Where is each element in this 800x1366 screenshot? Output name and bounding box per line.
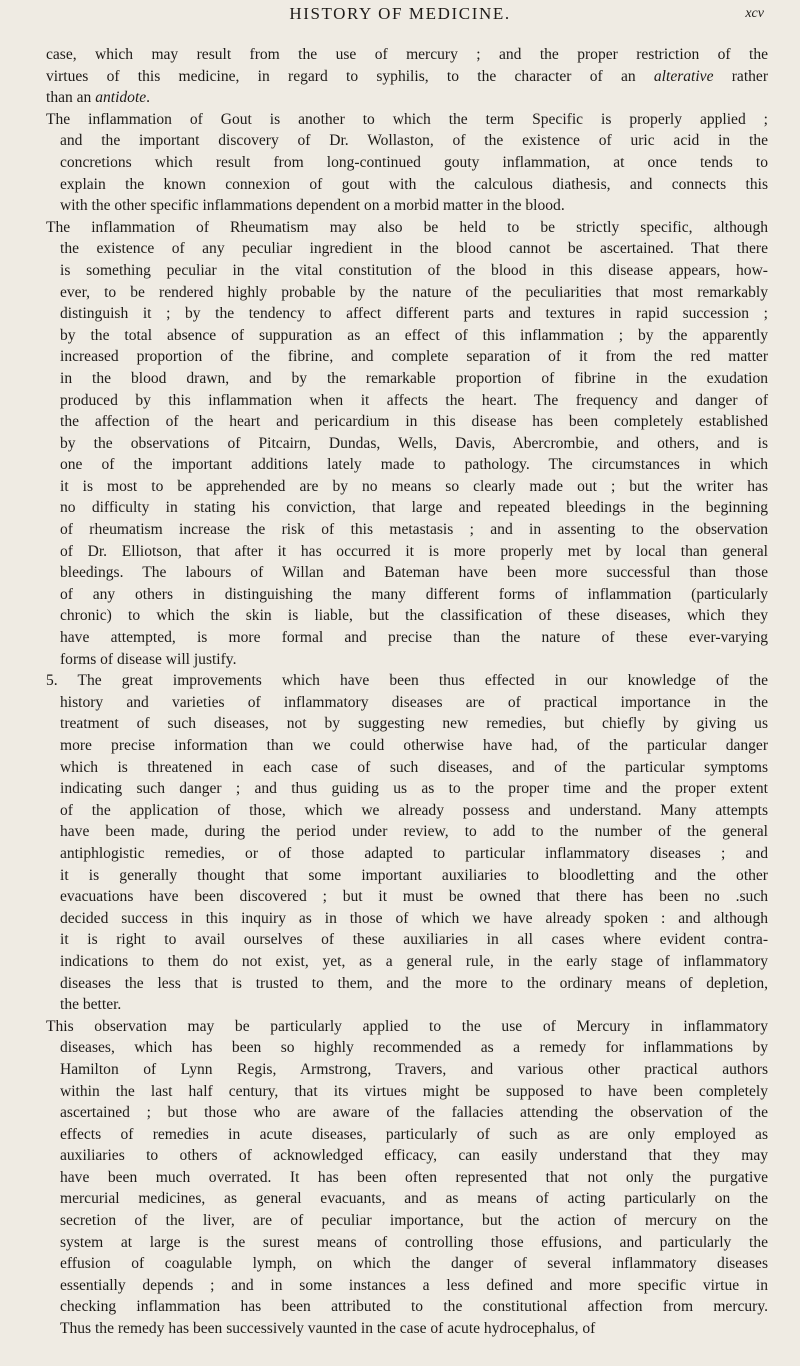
text-line: by the observations of Pitcairn, Dundas, Wells, Davis, Abercrombie, and others, and is [60, 434, 768, 452]
text-line: The inflammation of Rheumatism may also be held to be strictly specific, although [46, 218, 768, 236]
text-line: diseases the less that is trusted to them, and the more to the ordinary means of depletion, [60, 974, 768, 992]
text-line: virtues of this medicine, in regard to syphilis, to the character of an alterative rather [46, 67, 769, 85]
page-title: HISTORY OF MEDICINE. [289, 4, 511, 23]
text-line: no difficulty in stating his conviction, that large and repeated bleedings in the beginning [60, 499, 768, 517]
text-line: which is threatened in each case of such diseases, and of the particular symptoms [60, 758, 768, 776]
text-line: within the last half century, that its virtues might be supposed to have been completely [60, 1082, 768, 1100]
text-line: distinguish it ; by the tendency to affect different parts and textures in rapid succession ; [60, 305, 768, 323]
paragraph [46, 44, 768, 109]
text-line: than an antidote. [46, 89, 151, 107]
emphasized-term: alterative [653, 67, 714, 85]
text-line: explain the known connexion of gout with the calculous diathesis, and connects this [60, 175, 768, 193]
text-line: evacuations have been discovered ; but it must be owned that there has been no .such [60, 888, 768, 906]
body-text [46, 44, 768, 1340]
text-line: ascertained ; but those who are aware of the fallacies attending the observation of the [60, 1104, 768, 1122]
paragraph [46, 109, 768, 217]
text-line: with the other specific inflammations dependent on a morbid matter in the blood. [60, 197, 565, 215]
text-line: more precise information than we could otherwise have had, of the particular danger [60, 737, 768, 754]
text-line: one of the important additions lately made to pathology. The circumstances in which [60, 456, 768, 474]
text-line: checking inflammation has been attributed to the constitutional affection from mercury. [60, 1298, 768, 1316]
text-line: the better. [60, 996, 122, 1014]
paragraph [46, 1016, 768, 1340]
text-line: have been much overrated. It has been often represented that not only the purgative [60, 1168, 768, 1186]
text-line: diseases, which has been so highly recommended as a remedy for inflammations by [60, 1039, 768, 1057]
paragraph [46, 670, 768, 1016]
text-line: the existence of any peculiar ingredient in the blood cannot be ascertained. That there [60, 240, 768, 258]
text-line: have attempted, is more formal and precise than the nature of these ever-varying [60, 629, 768, 647]
text-line: mercurial medicines, as general evacuants, and as means of acting particularly on the [60, 1190, 768, 1208]
text-line: it is right to avail ourselves of these auxiliaries in all cases where evident contra- [60, 931, 768, 949]
text-line: is something peculiar in the vital constitution of the blood in this disease appears, how- [60, 261, 768, 279]
emphasized-term: antidote [95, 89, 147, 107]
text-line: This observation may be particularly applied to the use of Mercury in inflammatory [46, 1017, 768, 1035]
text-line: it is most to be apprehended are by no means so clearly made out ; but the writer has [60, 477, 768, 495]
text-line: essentially depends ; and in some instances a less defined and more specific virtue in [60, 1276, 768, 1294]
text-line: of Dr. Elliotson, that after it has occurred it is more properly met by local than general [60, 542, 768, 560]
text-line: by the total absence of suppuration as an effect of this inflammation ; by the apparently [60, 326, 768, 344]
text-line: indications to them do not exist, yet, as a general rule, in the early stage of inflammatory [60, 952, 768, 970]
paragraph [46, 217, 768, 670]
text-line: forms of disease will justify. [60, 650, 237, 668]
text-line: The inflammation of Gout is another to which the term Specific is properly applied ; [46, 110, 768, 128]
text-line: case, which may result from the use of mercury ; and the proper restriction of the [46, 46, 768, 63]
text-line: of rheumatism increase the risk of this metastasis ; and in assenting to the observation [60, 521, 768, 539]
text-line: secretion of the liver, are of peculiar importance, but the action of mercury on the [60, 1212, 768, 1230]
text-line: history and varieties of inflammatory diseases are of practical importance in the [60, 693, 768, 711]
page-number: xcv [745, 6, 764, 21]
text-line: 5. The great improvements which have been thus effected in our knowledge of the [46, 672, 768, 690]
text-line: of the application of those, which we already possess and understand. Many attempts [60, 801, 768, 819]
text-line: Hamilton of Lynn Regis, Armstrong, Travers, and various other practical authors [60, 1060, 768, 1078]
text-line: in the blood drawn, and by the remarkable proportion of fibrine in the exudation [60, 369, 768, 387]
text-line: bleedings. The labours of Willan and Bateman have been more successful than those [60, 564, 768, 582]
text-line: of any others in distinguishing the many different forms of inflammation (particularly [60, 585, 768, 603]
text-line: treatment of such diseases, not by suggesting new remedies, but chiefly by giving us [60, 715, 768, 733]
text-line: chronic) to which the skin is liable, but the classification of these diseases, which they [60, 607, 768, 625]
text-line: it is generally thought that some important auxiliaries to bloodletting and the other [60, 866, 768, 884]
text-line: and the important discovery of Dr. Wollaston, of the existence of uric acid in the [60, 132, 768, 150]
text-line: indicating such danger ; and thus guiding us as to the proper time and the proper extent [60, 780, 768, 798]
text-line: increased proportion of the fibrine, and complete separation of it from the red matter [60, 348, 768, 366]
text-line: decided success in this inquiry as in those of which we have already spoken : and although [60, 909, 768, 927]
text-line: antiphlogistic remedies, or of those adapted to particular inflammatory diseases ; and [60, 844, 768, 862]
text-line: Thus the remedy has been successively vaunted in the case of acute hydrocephalus, of [60, 1320, 596, 1338]
text-line: have been made, during the period under review, to add to the number of the general [60, 823, 768, 841]
text-line: the affection of the heart and pericardium in this disease has been completely established [60, 413, 768, 431]
text-line: effects of remedies in acute diseases, particularly of such as are only employed as [60, 1125, 768, 1143]
text-line: ever, to be rendered highly probable by the nature of the peculiarities that most remarkably [60, 283, 768, 301]
text-line: produced by this inflammation when it affects the heart. The frequency and danger of [60, 391, 768, 409]
text-line: system at large is the surest means of controlling those effusions, and particularly the [60, 1233, 768, 1251]
running-head [0, 4, 800, 32]
text-line: auxiliaries to others of acknowledged efficacy, can easily understand that they may [60, 1147, 768, 1165]
text-line: concretions which result from long-continued gouty inflammation, at once tends to [60, 153, 768, 171]
text-line: effusion of coagulable lymph, on which the danger of several inflammatory diseases [60, 1255, 768, 1273]
